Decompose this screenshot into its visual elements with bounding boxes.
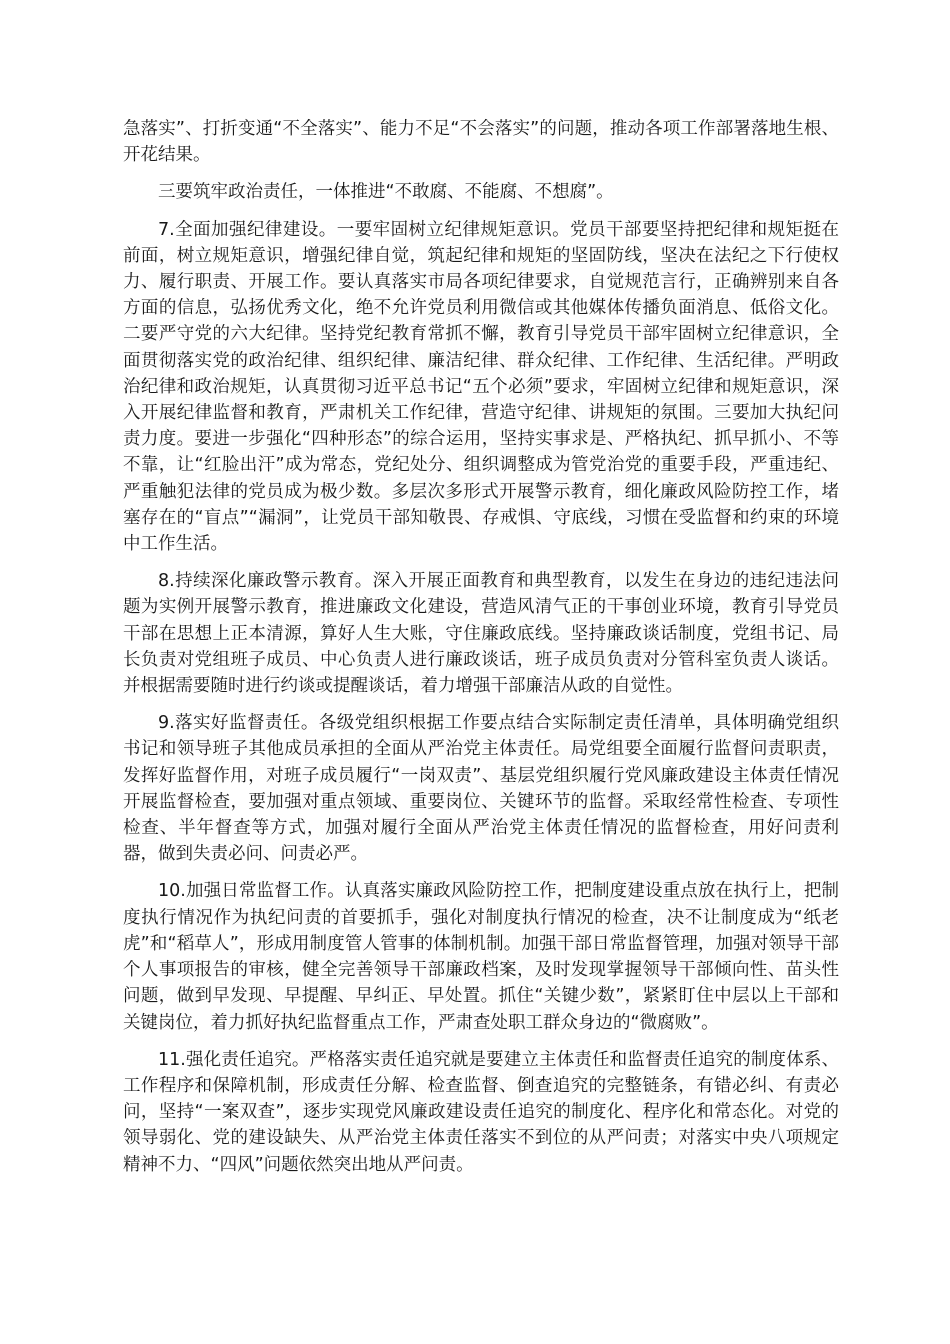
paragraph-item-9: 9.落实好监督责任。各级党组织根据工作要点结合实际制定责任清单，具体明确党组织书记和领导班子其他成员承担的全面从严治党主体责任。局党组要全面履行监督问责职责，发挥好监督作用，对班子成员履行“一岗双责”、基层党组织履行党风廉政建设主体责任情况开展监督检查，要加强对重点领域、重要岗位、关键环节的监督。采取经常性检查、专项性检查、半年督查等方式，加强对履行全面从严治党主体责任情况的监督检查，用好问责利器，做到失责必问、问责必严。 xyxy=(123,713,839,865)
paragraph-item-10: 10.加强日常监督工作。认真落实廉政风险防控工作，把制度建设重点放在执行上，把制度执行情况作为执纪问责的首要抓手，强化对制度执行情况的检查，决不让制度成为“纸老虎”和“稻草人”，形成用制度管人管事的体制机制。加强干部日常监督管理，加强对领导干部个人事项报告的审核，健全完善领导干部廉政档案，及时发现掌握领导干部倾向性、苗头性问题，做到早发现、早提醒、早纠正、早处置。抓住“关键少数”，紧紧盯住中层以上干部和关键岗位，着力抓好执纪监督重点工作，严肃查处职工群众身边的“微腐败”。 xyxy=(123,881,839,1033)
section-heading-three: 三要筑牢政治责任，一体推进“不敢腐、不能腐、不想腐”。 xyxy=(158,182,614,203)
paragraph-item-7: 7.全面加强纪律建设。一要牢固树立纪律规矩意识。党员干部要坚持把纪律和规矩挺在前面，树立规矩意识，增强纪律自觉，筑起纪律和规矩的坚固防线，坚决在法纪之下行使权力、履行职责、开展工作。要认真落实市局各项纪律要求，自觉规范言行，正确辨别来自各方面的信息，弘扬优秀文化，绝不允许党员利用微信或其他媒体传播负面消息、低俗文化。二要严守党的六大纪律。坚持党纪教育常抓不懈，教育引导党员干部牢固树立纪律意识，全面贯彻落实党的政治纪律、组织纪律、廉洁纪律、群众纪律、工作纪律、生活纪律。严明政治纪律和政治规矩，认真贯彻习近平总书记“五个必须”要求，牢固树立纪律和规矩意识，深入开展纪律监督和教育，严肃机关工作纪律，营造守纪律、讲规矩的氛围。三要加大执纪问责力度。要进一步强化“四种形态”的综合运用，坚持实事求是、严格执纪、抓早抓小、不等不靠，让“红脸出汗”成为常态，党纪处分、组织调整成为管党治党的重要手段，严重违纪、严重触犯法律的党员成为极少数。多层次多形式开展警示教育，细化廉政风险防控工作，堵塞存在的“盲点”“漏洞”，让党员干部知敬畏、存戒惧、守底线，习惯在受监督和约束的环境中工作生活。 xyxy=(123,219,839,555)
paragraph-continuation: 急落实”、打折变通“不全落实”、能力不足“不会落实”的问题，推动各项工作部署落地生根、开花结果。 xyxy=(123,119,839,166)
paragraph-item-8: 8.持续深化廉政警示教育。深入开展正面教育和典型教育，以发生在身边的违纪违法问题为实例开展警示教育，推进廉政文化建设，营造风清气正的干事创业环境，教育引导党员干部在思想上正本清源，算好人生大账，守住廉政底线。坚持廉政谈话制度，党组书记、局长负责对党组班子成员、中心负责人进行廉政谈话，班子成员负责对分管科室负责人谈话。并根据需要随时进行约谈或提醒谈话，着力增强干部廉洁从政的自觉性。 xyxy=(123,571,839,697)
paragraph-item-11: 11.强化责任追究。严格落实责任追究就是要建立主体责任和监督责任追究的制度体系、工作程序和保障机制，形成责任分解、检查监督、倒查追究的完整链条，有错必纠、有责必问，坚持“一案双查”，逐步实现党风廉政建设责任追究的制度化、程序化和常态化。对党的领导弱化、党的建设缺失、从严治党主体责任落实不到位的从严问责；对落实中央八项规定精神不力、“四风”问题依然突出地从严问责。 xyxy=(123,1049,839,1175)
document-body xyxy=(123,116,839,1189)
